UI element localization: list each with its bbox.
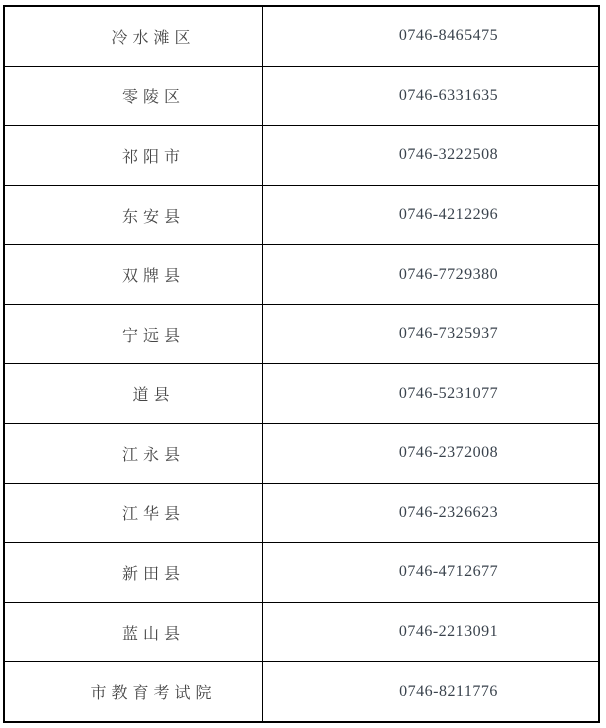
table-row xyxy=(5,662,598,721)
phone-number: 0746-8465475 xyxy=(398,27,499,45)
phone-cell xyxy=(263,7,598,66)
district-name: 祁阳市 xyxy=(121,148,185,166)
district-cell xyxy=(5,484,263,543)
district-name: 道县 xyxy=(132,387,175,405)
phone-cell xyxy=(263,126,598,185)
table-row xyxy=(5,305,598,365)
district-cell xyxy=(5,424,263,483)
phone-cell xyxy=(263,364,598,423)
district-name: 蓝山县 xyxy=(121,625,185,643)
district-cell xyxy=(5,126,263,185)
table-row xyxy=(5,245,598,305)
district-name: 冷水滩区 xyxy=(111,29,196,47)
table-row xyxy=(5,186,598,246)
phone-number: 0746-7729380 xyxy=(398,265,499,283)
phone-number: 0746-8211776 xyxy=(399,682,498,700)
district-name: 江华县 xyxy=(121,506,185,524)
table-row xyxy=(5,7,598,67)
table-row xyxy=(5,364,598,424)
district-cell xyxy=(5,364,263,423)
district-cell xyxy=(5,67,263,126)
table-row xyxy=(5,424,598,484)
district-cell xyxy=(5,305,263,364)
phone-cell xyxy=(263,186,598,245)
phone-cell xyxy=(263,662,598,721)
phone-number: 0746-2326623 xyxy=(398,503,499,521)
district-phone-table xyxy=(3,5,600,723)
phone-number: 0746-4712677 xyxy=(398,563,499,581)
table-row xyxy=(5,67,598,127)
district-name: 新田县 xyxy=(121,565,185,583)
phone-cell xyxy=(263,305,598,364)
district-name: 市教育考试院 xyxy=(90,685,217,703)
district-cell xyxy=(5,245,263,304)
phone-cell xyxy=(263,67,598,126)
phone-cell xyxy=(263,245,598,304)
phone-number: 0746-6331635 xyxy=(398,86,499,104)
phone-number: 0746-4212296 xyxy=(398,206,499,224)
phone-number: 0746-2213091 xyxy=(398,623,499,641)
district-cell xyxy=(5,662,263,721)
phone-cell xyxy=(263,603,598,662)
district-cell xyxy=(5,7,263,66)
district-name: 江永县 xyxy=(121,446,185,464)
district-name: 宁远县 xyxy=(121,327,185,345)
phone-cell xyxy=(263,543,598,602)
phone-number: 0746-2372008 xyxy=(398,444,499,462)
district-name: 双牌县 xyxy=(121,268,185,286)
district-name: 东安县 xyxy=(121,208,185,226)
phone-number: 0746-5231077 xyxy=(398,384,499,402)
district-name: 零陵区 xyxy=(121,89,185,107)
phone-cell xyxy=(263,484,598,543)
table-row xyxy=(5,484,598,544)
phone-number: 0746-7325937 xyxy=(398,325,499,343)
table-row xyxy=(5,126,598,186)
district-cell xyxy=(5,186,263,245)
phone-cell xyxy=(263,424,598,483)
district-cell xyxy=(5,543,263,602)
district-cell xyxy=(5,603,263,662)
phone-number: 0746-3222508 xyxy=(398,146,499,164)
table-row xyxy=(5,603,598,663)
table-row xyxy=(5,543,598,603)
